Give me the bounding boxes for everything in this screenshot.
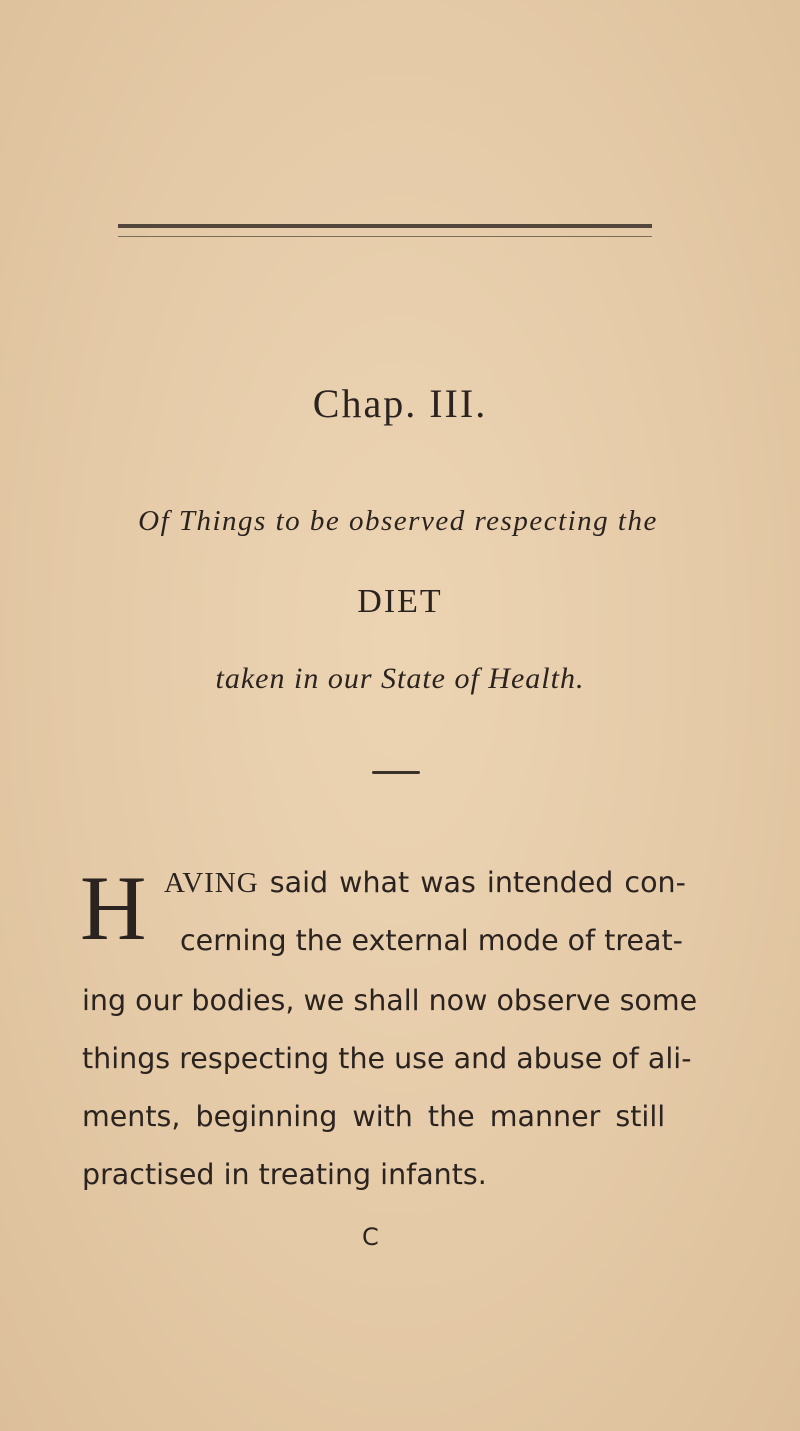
drop-cap: H: [80, 857, 147, 959]
chapter-subtitle-line1: Of Things to be observed respecting the: [138, 505, 658, 537]
chapter-subtitle-line2: taken in our State of Health.: [215, 662, 585, 695]
paragraph-line: [164, 866, 686, 900]
ornament-divider: [372, 771, 420, 774]
paragraph-line: things respecting the use and abuse of ali-: [82, 1042, 692, 1075]
first-word-rest: AVING: [164, 867, 259, 899]
line-text: said what was intended con-: [269, 866, 686, 899]
paragraph-line: practised in treating infants.: [82, 1158, 487, 1191]
chapter-title: Chap. III.: [312, 381, 488, 426]
chapter-subtitle-diet: DIET: [357, 583, 443, 620]
signature-mark: C: [362, 1223, 379, 1251]
paragraph-line: cerning the external mode of treat-: [180, 924, 683, 957]
paragraph-line: ments, beginning with the manner still: [82, 1100, 666, 1133]
paragraph-line: ing our bodies, we shall now observe some: [82, 984, 698, 1017]
header-rule: [118, 224, 652, 237]
